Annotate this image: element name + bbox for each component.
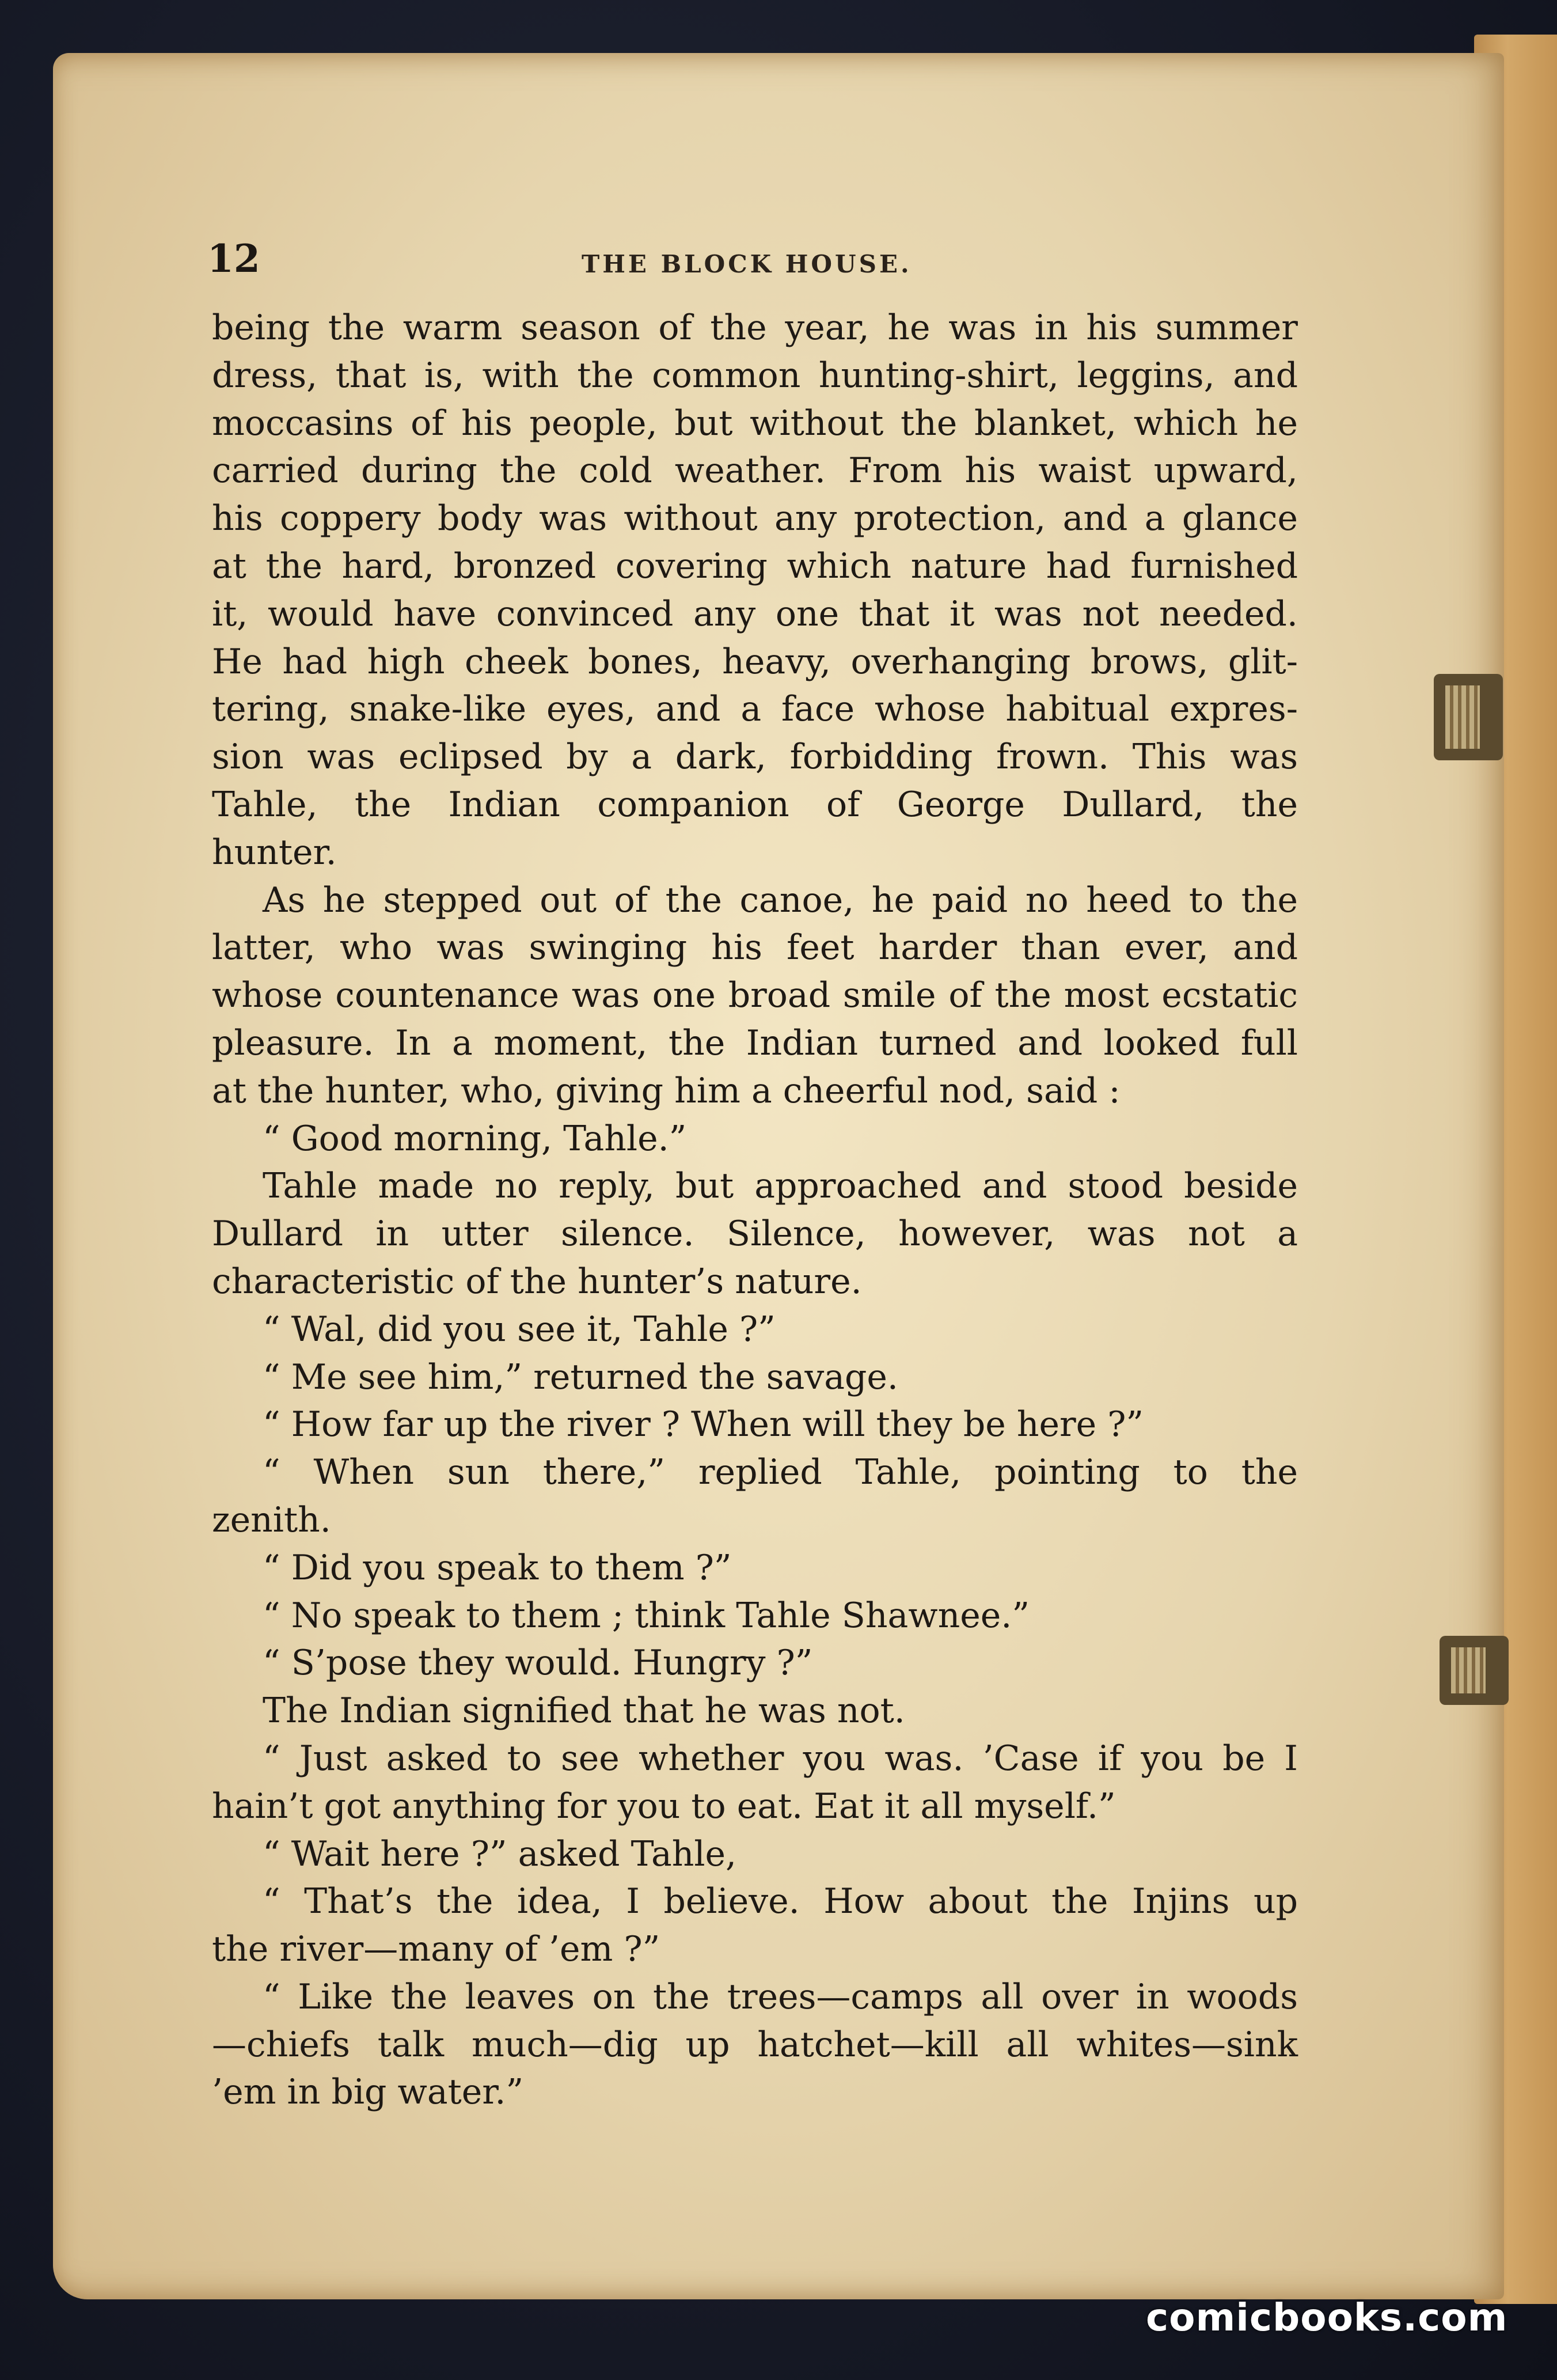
text-line: “ Just asked to see whether you was. ’Case if you be I	[263, 1738, 1298, 1779]
text-line: “ Me see him,” returned the savage.	[263, 1356, 898, 1397]
text-line: “ Wait here ?” asked Tahle,	[263, 1833, 737, 1874]
text-line: As he stepped out of the canoe, he paid no heed to the	[263, 880, 1298, 920]
text-line: “ That’s the idea, I believe. How about the Injins up	[263, 1881, 1298, 1922]
text-line: carried during the cold weather. From his waist upward,	[212, 450, 1298, 491]
text-line: He had high cheek bones, heavy, overhanging brows, glit-	[212, 641, 1298, 682]
text-line: ’em in big water.”	[212, 2072, 524, 2113]
site-watermark: comicbooks.com	[1146, 2295, 1508, 2340]
binding-staple-top	[1434, 674, 1503, 760]
text-line: tering, snake-like eyes, and a face whose habitual expres-	[212, 689, 1298, 730]
text-line: “ Good morning, Tahle.”	[263, 1118, 687, 1159]
body-text	[212, 304, 1298, 2116]
text-line: whose countenance was one broad smile of the most ecstatic	[212, 975, 1298, 1016]
text-line: latter, who was swinging his feet harder than ever, and	[212, 927, 1298, 968]
text-line: Tahle, the Indian companion of George Dullard, the	[212, 784, 1298, 825]
text-line: characteristic of the hunter’s nature.	[212, 1261, 862, 1302]
text-line: it, would have convinced any one that it was not needed.	[212, 593, 1298, 634]
text-line: hunter.	[212, 832, 337, 873]
text-line: “ Like the leaves on the trees—camps all over in woods	[263, 1976, 1298, 2017]
page-header	[207, 236, 1301, 294]
text-line: “ No speak to them ; think Tahle Shawnee.”	[263, 1595, 1030, 1636]
text-line: at the hunter, who, giving him a cheerful nod, said :	[212, 1070, 1121, 1111]
text-line: sion was eclipsed by a dark, forbidding frown. This was	[212, 737, 1298, 778]
text-line: dress, that is, with the common hunting-shirt, leggins, and	[212, 355, 1298, 396]
text-line: “ How far up the river ? When will they be here ?”	[263, 1404, 1144, 1445]
text-line: pleasure. In a moment, the Indian turned and looked full	[212, 1022, 1298, 1063]
running-head: THE BLOCK HOUSE.	[582, 250, 912, 278]
text-line: his coppery body was without any protection, and a glance	[212, 498, 1298, 539]
text-line: “ Wal, did you see it, Tahle ?”	[263, 1309, 776, 1350]
text-line: “ S’pose they would. Hungry ?”	[263, 1643, 813, 1684]
text-line: hain’t got anything for you to eat. Eat it all myself.”	[212, 1786, 1116, 1826]
text-line: “ Did you speak to them ?”	[263, 1547, 732, 1588]
text-line: at the hard, bronzed covering which nature had furnished	[212, 545, 1298, 586]
page-number: 12	[207, 236, 260, 281]
text-line: zenith.	[212, 1499, 331, 1540]
text-line: Dullard in utter silence. Silence, however, was not a	[212, 1214, 1298, 1255]
text-line: The Indian signified that he was not.	[263, 1691, 905, 1731]
binding-staple-bottom	[1440, 1636, 1509, 1705]
text-line: “ When sun there,” replied Tahle, pointing to the	[263, 1452, 1298, 1493]
text-line: Tahle made no reply, but approached and stood beside	[263, 1166, 1298, 1207]
text-line: being the warm season of the year, he was in his summer	[212, 308, 1298, 348]
text-line: moccasins of his people, but without the blanket, which he	[212, 403, 1298, 444]
text-line: —chiefs talk much—dig up hatchet—kill all whites—sink	[212, 2024, 1298, 2065]
text-line: the river—many of ’em ?”	[212, 1929, 660, 1970]
